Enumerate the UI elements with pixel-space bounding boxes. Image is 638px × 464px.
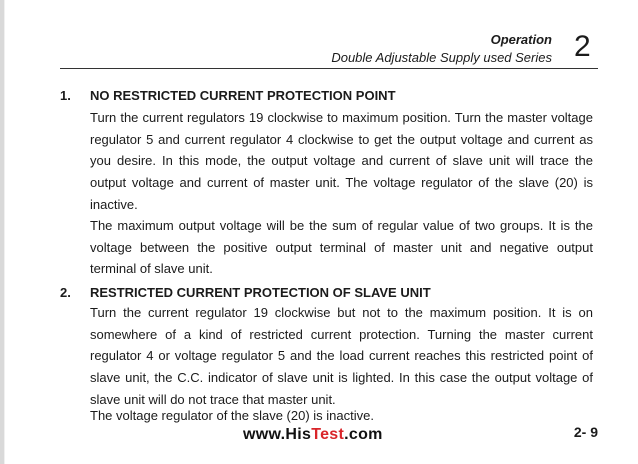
item-1-title: NO RESTRICTED CURRENT PROTECTION POINT: [90, 88, 396, 103]
item-2-number: 2.: [60, 285, 71, 300]
item-2-paragraph-1: Turn the current regulator 19 clockwise but not to the maximum position. It is on somewhere of a kind of restricted current protection. Turning the master current regulator 4 or voltage regulator 5 and the load current reaches this restricted point of slave unit, the C.C. indicator of slave unit is lighted. In this case the output voltage of slave unit will do not trace that master unit.: [90, 305, 593, 407]
footer-brand-his: His: [285, 426, 312, 443]
page-left-edge-highlight: [4, 0, 5, 464]
header-divider: [60, 68, 598, 69]
footer-url-suffix: .com: [344, 426, 383, 443]
footer-brand-test: Test: [311, 426, 345, 443]
item-1-paragraph-2: The maximum output voltage will be the sum of regular value of two groups. It is the voltage between the positive output terminal of master unit and negative output terminal of slave unit.: [90, 218, 593, 277]
header-section-title: Operation: [490, 32, 552, 47]
page-number: 2- 9: [573, 424, 598, 440]
item-2-title: RESTRICTED CURRENT PROTECTION OF SLAVE UNIT: [90, 285, 431, 300]
item-1-number: 1.: [60, 88, 71, 103]
header-subtitle: Double Adjustable Supply used Series: [331, 50, 552, 65]
footer-website-link[interactable]: [243, 426, 383, 444]
footer-url-prefix: www.: [243, 426, 286, 443]
item-2-paragraph-2: The voltage regulator of the slave (20) is inactive.: [90, 408, 374, 423]
chapter-number: 2: [574, 30, 591, 63]
item-1-paragraph-1: Turn the current regulators 19 clockwise to maximum position. Turn the master voltage regulator 5 and current regulator 4 clockwise to get the output voltage and current as you desire. In this mode, the output voltage and current of slave unit will trace the output voltage and current of master unit. The voltage regulator of the slave (20) is inactive.: [90, 110, 593, 212]
